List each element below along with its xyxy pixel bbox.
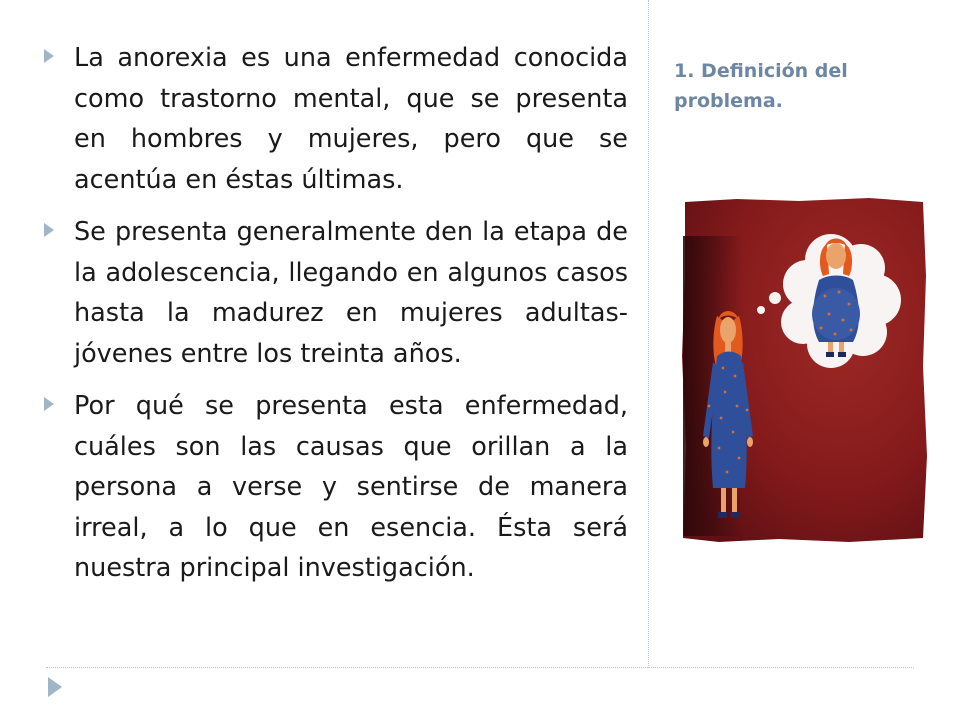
bullet-text: Por qué se presenta esta enfermedad, cuáles son las causas que orillan a la persona a verse y sentirse de manera irreal, a lo que en esencia. Ésta será nuestra principal investigación.: [74, 391, 628, 583]
bullet-text: Se presenta generalmente den la etapa de la adolescencia, llegando en algunos casos hasta la madurez en mujeres adultas-jóvenes entre los treinta años.: [74, 217, 628, 369]
bullet-text: La anorexia es una enfermedad conocida como trastorno mental, que se presenta en hombres y mujeres, pero que se acentúa en éstas últimas.: [74, 43, 628, 195]
bullet-item: [44, 38, 628, 200]
bullet-triangle-icon: [44, 49, 54, 63]
woman-thought-bubble-illustration: [679, 196, 929, 546]
vertical-divider: [648, 0, 649, 668]
slide-corner-triangle-icon: [48, 677, 62, 697]
bullet-list: [44, 38, 628, 601]
horizontal-divider: [46, 667, 914, 668]
bullet-triangle-icon: [44, 223, 54, 237]
section-title: 1. Definición del problema.: [674, 60, 848, 112]
bullet-item: [44, 386, 628, 589]
bullet-item: [44, 212, 628, 374]
bullet-triangle-icon: [44, 397, 54, 411]
